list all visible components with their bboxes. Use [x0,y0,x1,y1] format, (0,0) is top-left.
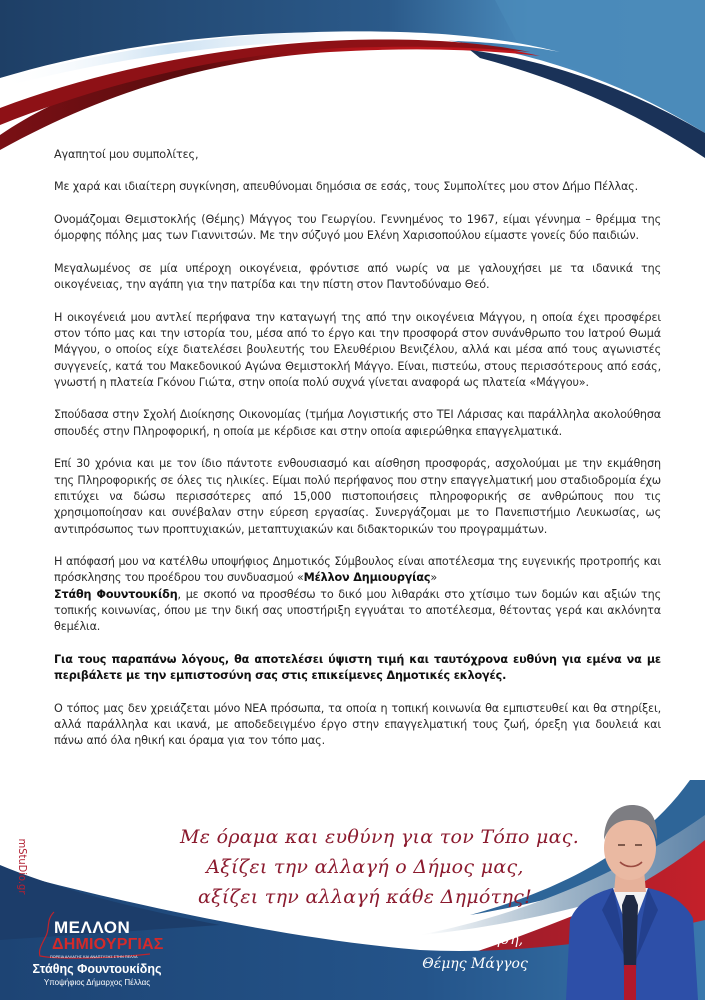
paragraph-text: » [430,571,438,585]
studio-watermark-logo [11,832,33,907]
letter-paragraph: Ονομάζομαι Θεμιστοκλής (Θέμης) Μάγγος του Γεωργίου. Γεννημένος το 1967, είμαι γέννημα – θρέμμα της όμορφης πόλης μας των Γιαννιτσών. Με την σύζυγό μου Ελένη Χαρισοπούλου είμαστε γονείς δύο παιδιών. [54,212,661,243]
slogan-line-2: Αξίζει την αλλαγή ο Δήμος μας, [206,856,524,878]
letter-paragraph: Με χαρά και ιδιαίτερη συγκίνηση, απευθύνομαι δημόσια σε εσάς, τους Συμπολίτες μου στον Δήμο Πέλλας. [54,180,639,194]
slogan-line-3: αξίζει την αλλαγή κάθε Δημότης! [197,886,533,908]
signature-name: Θέμης Μάγγος [422,956,528,972]
mayor-candidate-name: Στάθης Φουντουκίδης [32,962,162,976]
party-logo-line2: ΔΗΜΙΟΥΡΓΙΑΣ [52,936,164,953]
signature-closing: Με εκτίμηση, [426,932,524,948]
candidate-name-bold: Στάθη Φουντουκίδη [54,587,178,601]
letter-paragraph: Μεγαλωμένος σε μία υπέροχη οικογένεια, φρόντισε από νωρίς να με γαλουχήσει με τα ιδανικά της οικογένειας, την αγάπη για την πατρίδα και την πίστη στον Παντοδύναμο Θεό. [54,261,661,292]
party-logo-tagline: ΠΟΡΕΙΑ ΑΛΛΑΓΗΣ ΚΑΙ ΑΝΑΠΤΥΞΗΣ ΣΤΗΝ ΠΕΛΛΑ [50,955,138,959]
letter-body [54,147,661,766]
campaign-slogan [180,822,580,912]
letter-paragraph: Η οικογένειά μου αντλεί περήφανα την καταγωγή της από την οικογένεια Μάγγου, η οποία έχει προσφέρει στον τόπο μας και την ιστορία του, μέσα από το έργο και την προσφορά στον συνάνθρωπο του Ιατρού Θωμά Μάγγου, ο οποίος είχε διατελέσει βουλευτής του Ελευθέριου Βενιζέλου, αλλά και μέσα από τους αγωνιστές συγγενείς, κατά του Μακεδονικού Αγώνα Θεμιστοκλή Μάγγο. Είναι, πιστεύω, στους περισσότερους από εσάς, γνωστή η πλατεία Γκόνου Γιώτα, στην οποία πολύ συχνά γίνεται αναφορά ως πλατεία «Μάγγου». [54,310,661,389]
letter-paragraph: Επί 30 χρόνια και με τον ίδιο πάντοτε ενθουσιασμό και αίσθηση προσφοράς, ασχολούμαι με την εκμάθηση της Πληροφορικής σε όλες τις ηλικίες. Είμαι πολύ περήφανος που στην επαγγελματική μου σταδιοδρομία έχω επιτύχει να δώσω περισσότερες από 15,000 πιστοποιήσεις πληροφορικής σε ανθρώπους που τις χρησιμοποίησαν και συνέβαλαν στην εύρεση εργασίας. Συνεργάζομαι με το Πανεπιστήμιο Λευκωσίας, ως αντιπρόσωπος των προπτυχιακών, μεταπτυχιακών και διδακτορικών του προγραμμάτων. [54,457,661,536]
signature-block [400,928,550,976]
bold-text: Για τους παραπάνω λόγους, θα αποτελέσει ύψιστη τιμή και ταυτόχρονα ευθύνη για εμένα να με περιβάλετε με την εμπιστοσύνη σας στις επικείμενες Δημοτικές εκλογές. [54,652,661,683]
header-wave-banner [0,0,705,160]
paragraph-text: Η απόφασή μου να κατέλθω υποψήφιος Δημοτικός Σύμβουλος είναι αποτέλεσμα της ευγενικής προτροπής και πρόσκλησης του προέδρου του συνδυασμού « [54,555,661,585]
letter-greeting: Αγαπητοί μου συμπολίτες, [54,148,199,161]
party-name-bold: Μέλλον Δημιουργίας [303,571,431,585]
letter-paragraph [54,554,661,635]
letter-paragraph: Σπούδασα στην Σχολή Διοίκησης Οικονομίας (τμήμα Λογιστικής στο ΤΕΙ Λάρισας και παράλληλα ακολούθησα σπουδές στην Πληροφορική, η οποία με κέρδισε και στην οποία αφιερώθηκα επαγγελματικά. [54,408,661,438]
candidate-portrait-photo [558,800,703,1000]
paragraph-text: , με σκοπό να προσθέσω το δικό μου λιθαράκι στο χτίσιμο των δομών και αξιών της τοπικής κοινωνίας, όπου με την δική σας υποστήριξη εγγυάται το αποτέλεσμα, θέτοντας γερά και ακλόνητα θεμέλια. [54,587,661,634]
watermark-text: mStuDio.gr [16,838,29,895]
slogan-line-1: Με όραμα και ευθύνη για τον Τόπο μας. [180,826,580,848]
letter-paragraph: Ο τόπος μας δεν χρειάζεται μόνο ΝΕΑ πρόσωπα, τα οποία η τοπική κοινωνία θα εμπιστευθεί και θα στηρίξει, αλλά παράλληλα και ικανά, με αποδεδειγμένο έργο στην επαγγελματική τους ζωή, όρεξη για δουλειά και πάνω από όλα ηθική και όραμα για τον τόπο μας. [54,701,661,748]
letter-paragraph-bold [54,652,661,685]
party-logo-line1: ΜΕΛΛΟΝ [54,918,131,937]
mayor-candidate-role: Υποψήφιος Δήμαρχος Πέλλας [43,978,151,987]
